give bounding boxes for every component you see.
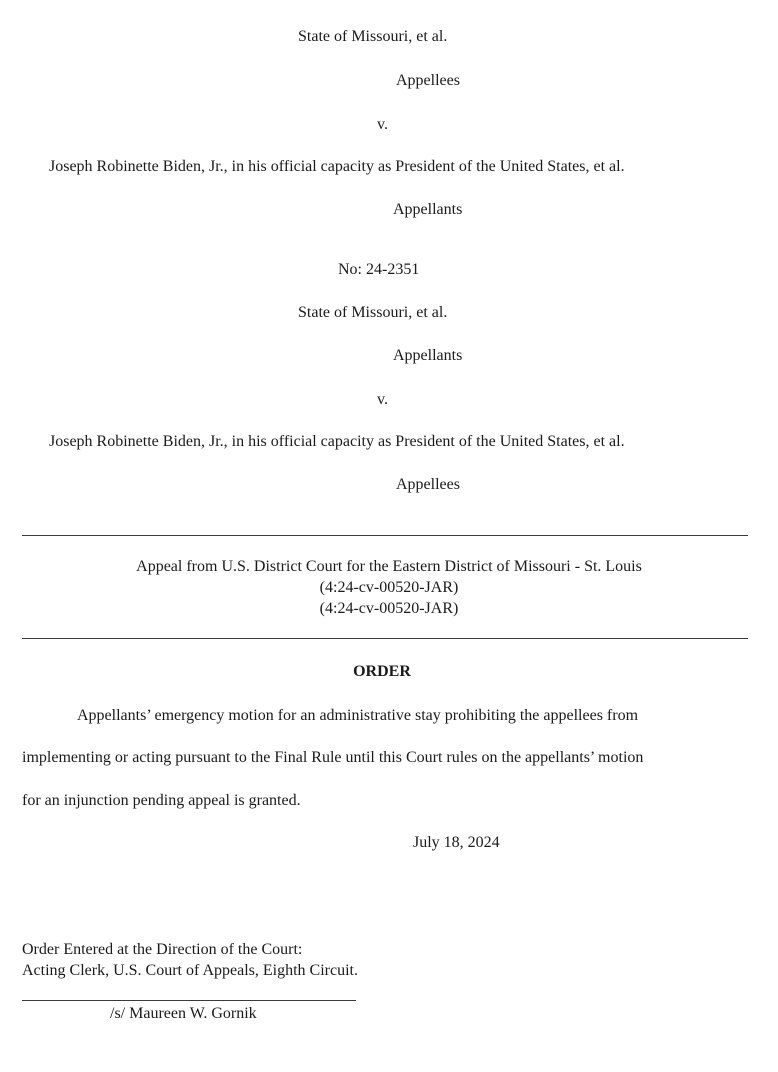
appeal-docket-line-1: (4:24-cv-00520-JAR)	[319, 579, 459, 596]
caption2-party-1: State of Missouri, et al.	[298, 304, 448, 321]
order-body-line-1: Appellants’ emergency motion for an administrative stay prohibiting the appellees from	[77, 707, 639, 724]
appeal-docket-line-2: (4:24-cv-00520-JAR)	[319, 600, 459, 617]
order-date: July 18, 2024	[413, 834, 500, 851]
appeal-court-line: Appeal from U.S. District Court for the Eastern District of Missouri - St. Louis	[136, 558, 642, 575]
divider-top	[22, 535, 748, 536]
acting-clerk-line: Acting Clerk, U.S. Court of Appeals, Eighth Circuit.	[22, 962, 358, 979]
order-body-line-2: implementing or acting pursuant to the Final Rule until this Court rules on the appellants’ motion	[22, 749, 644, 766]
order-heading: ORDER	[353, 663, 411, 680]
signature: /s/ Maureen W. Gornik	[110, 1005, 257, 1022]
caption2-versus: v.	[377, 391, 388, 408]
caption2-party-2: Joseph Robinette Biden, Jr., in his official capacity as President of the United States, et al.	[49, 433, 625, 450]
caption1-role-2: Appellants	[393, 201, 463, 218]
caption2-role-2: Appellees	[396, 476, 460, 493]
caption2-role-1: Appellants	[393, 347, 463, 364]
caption1-role-1: Appellees	[396, 72, 460, 89]
signature-rule	[22, 1000, 356, 1001]
order-body-line-3: for an injunction pending appeal is granted.	[22, 792, 301, 809]
case-number: No: 24-2351	[338, 261, 420, 278]
caption1-party-2: Joseph Robinette Biden, Jr., in his official capacity as President of the United States, et al.	[49, 158, 625, 175]
divider-bottom	[22, 638, 748, 639]
caption1-party-1: State of Missouri, et al.	[298, 28, 448, 45]
caption1-versus: v.	[377, 116, 388, 133]
entered-at-direction-line: Order Entered at the Direction of the Court:	[22, 941, 303, 958]
